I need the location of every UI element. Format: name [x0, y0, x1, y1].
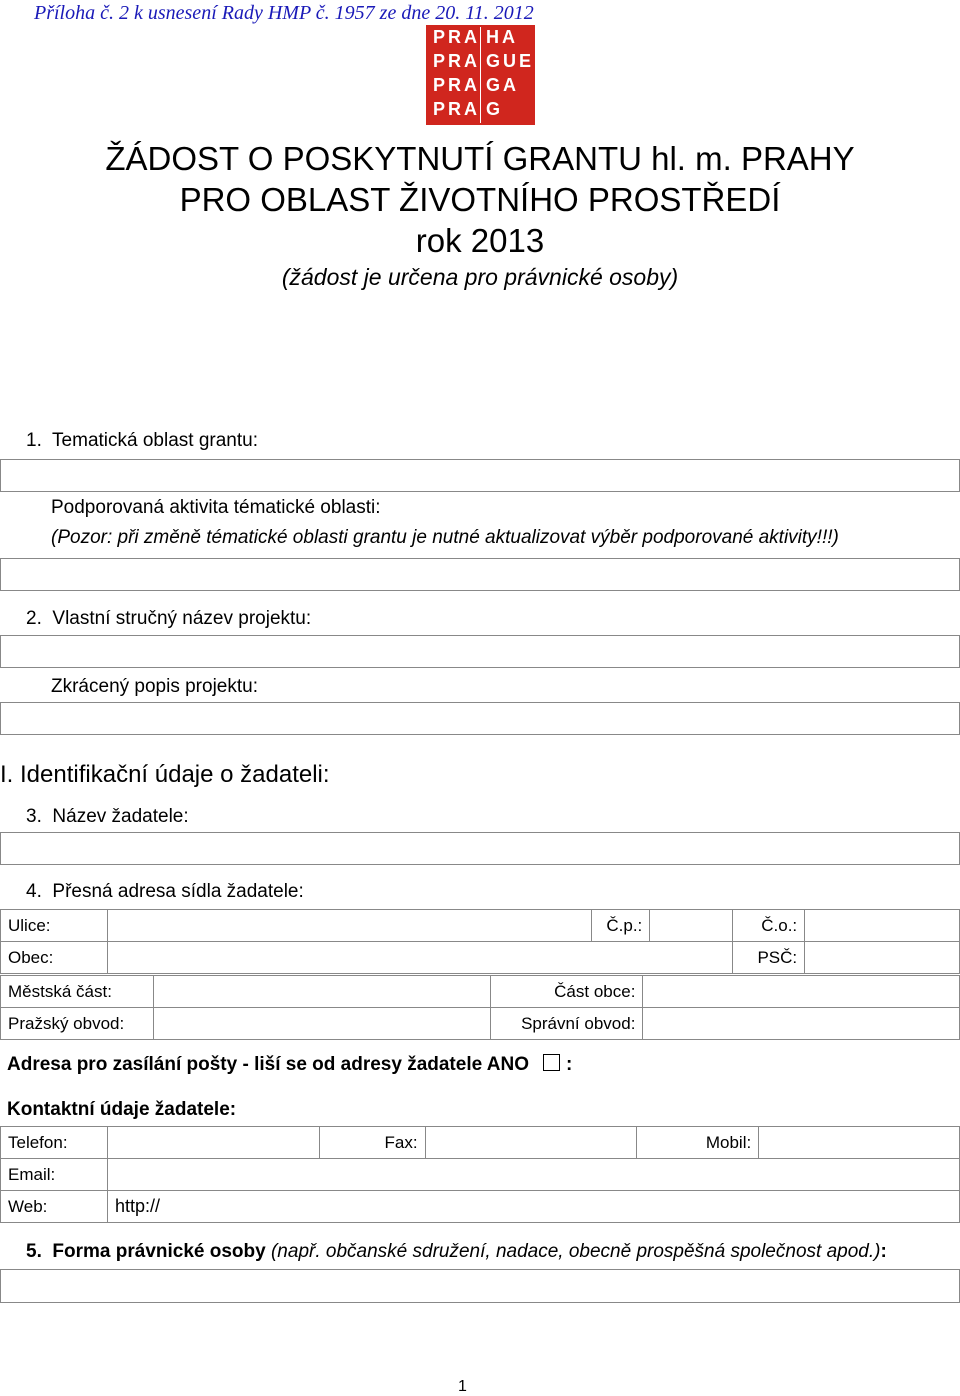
- prague-district-field[interactable]: [153, 1008, 491, 1040]
- mailing-address-label: Adresa pro zasílání pošty - liší se od adresy žadatele ANO: [7, 1054, 529, 1075]
- logo-row: PRA GUE: [433, 51, 535, 71]
- logo-row: PRA G: [433, 99, 504, 119]
- table-row: [1, 976, 960, 1008]
- project-name-field[interactable]: [0, 635, 960, 668]
- form-title-line2: PRO OBLAST ŽIVOTNÍHO PROSTŘEDÍ: [179, 181, 781, 218]
- mailing-colon: :: [565, 1054, 573, 1075]
- contact-heading: Kontaktní údaje žadatele:: [7, 1099, 237, 1120]
- table-row: [1, 1008, 960, 1040]
- section5-heading: [26, 1241, 887, 1263]
- co-label: Č.o.:: [733, 910, 805, 942]
- city-part-field[interactable]: [643, 976, 960, 1008]
- project-summary-field[interactable]: [0, 702, 960, 735]
- table-row: [1, 942, 960, 974]
- address-heading: 4. Přesná adresa sídla žadatele:: [26, 881, 304, 902]
- project-summary-label: Zkrácený popis projektu:: [51, 676, 258, 697]
- prague-district-label: Pražský obvod:: [1, 1008, 154, 1040]
- cp-field[interactable]: [650, 910, 733, 942]
- district-label: Městská část:: [1, 976, 154, 1008]
- logo-row: PRA GA: [433, 75, 519, 95]
- email-label: Email:: [1, 1159, 108, 1191]
- legal-form-field[interactable]: [0, 1269, 960, 1303]
- mobile-field[interactable]: [759, 1127, 960, 1159]
- psc-field[interactable]: [805, 942, 960, 974]
- table-row: [1, 1191, 960, 1223]
- page-number: 1: [458, 1378, 467, 1395]
- street-field[interactable]: [107, 910, 591, 942]
- logo-row: PRA HA: [433, 27, 518, 47]
- thematic-area-field[interactable]: [0, 459, 960, 492]
- admin-district-label: Správní obvod:: [491, 1008, 643, 1040]
- table-row: [1, 1159, 960, 1191]
- activity-note: (Pozor: při změně tématické oblasti grantu je nutné aktualizovat výběr podporované aktivity!!!): [51, 527, 839, 548]
- section5-heading-colon: :: [880, 1241, 887, 1262]
- web-field[interactable]: http://: [107, 1191, 959, 1223]
- psc-label: PSČ:: [733, 942, 805, 974]
- phone-field[interactable]: [107, 1127, 319, 1159]
- district-table: [0, 975, 960, 1040]
- city-part-label: Část obce:: [491, 976, 643, 1008]
- admin-district-field[interactable]: [643, 1008, 960, 1040]
- form-title-year: rok 2013: [415, 222, 545, 259]
- street-label: Ulice:: [1, 910, 108, 942]
- part1-heading: I. Identifikační údaje o žadateli:: [0, 761, 330, 788]
- form-subtitle: (žádost je určena pro právnické osoby): [281, 264, 679, 290]
- attachment-note: Příloha č. 2 k usnesení Rady HMP č. 1957 ze dne 20. 11. 2012: [34, 2, 534, 24]
- section5-heading-note: (např. občanské sdružení, nadace, obecně prospěšná společnost apod.): [265, 1241, 881, 1262]
- activity-label: Podporovaná aktivita tématické oblasti:: [51, 497, 381, 518]
- city-field[interactable]: [107, 942, 732, 974]
- praha-logo: [426, 25, 535, 125]
- mailing-address-row: [7, 1054, 572, 1076]
- web-label: Web:: [1, 1191, 108, 1223]
- phone-label: Telefon:: [1, 1127, 108, 1159]
- mobile-label: Mobil:: [637, 1127, 759, 1159]
- mailing-checkbox[interactable]: [543, 1054, 560, 1071]
- table-row: [1, 1127, 960, 1159]
- applicant-name-heading: 3. Název žadatele:: [26, 806, 189, 827]
- table-row: [1, 910, 960, 942]
- fax-label: Fax:: [319, 1127, 425, 1159]
- section1-heading: 1. Tematická oblast grantu:: [26, 430, 258, 451]
- district-field[interactable]: [153, 976, 491, 1008]
- co-field[interactable]: [805, 910, 960, 942]
- cp-label: Č.p.:: [592, 910, 650, 942]
- email-field[interactable]: [107, 1159, 959, 1191]
- city-label: Obec:: [1, 942, 108, 974]
- section5-heading-bold: 5. Forma právnické osoby: [26, 1241, 266, 1262]
- address-table: [0, 909, 960, 974]
- form-title-line1: ŽÁDOST O POSKYTNUTÍ GRANTU hl. m. PRAHY: [105, 140, 855, 177]
- contact-table: [0, 1126, 960, 1223]
- section2-heading: 2. Vlastní stručný název projektu:: [26, 608, 312, 629]
- fax-field[interactable]: [425, 1127, 637, 1159]
- applicant-name-field[interactable]: [0, 832, 960, 865]
- activity-field[interactable]: [0, 558, 960, 591]
